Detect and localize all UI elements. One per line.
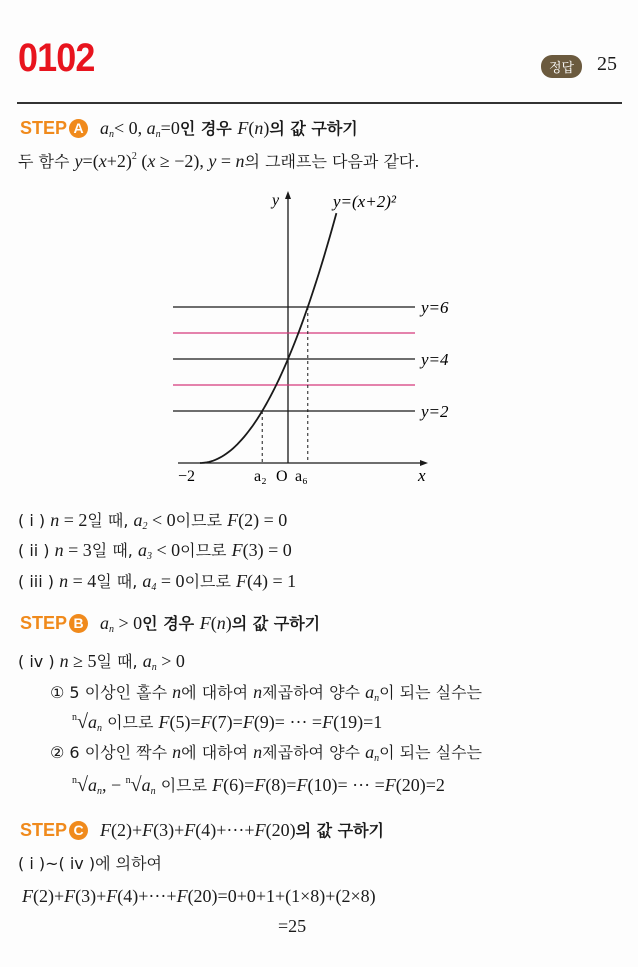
text-segment: (2)+ (111, 820, 143, 840)
text-segment: = 4 (68, 571, 97, 591)
text-segment: a (100, 613, 110, 633)
text-segment: n (96, 786, 102, 797)
text-segment: < 0 (151, 540, 181, 560)
text-segment: n (235, 151, 245, 171)
text-segment: 제곱하여 양수 (262, 743, 366, 762)
text-segment: a (100, 118, 110, 138)
text-segment: 의 값 구하기 (295, 821, 384, 840)
text-segment: n (150, 786, 156, 797)
text-segment: a (137, 540, 147, 560)
text-segment: < 0, (114, 118, 147, 138)
level-line-label: y=6 (421, 298, 449, 317)
text-segment: F (64, 886, 76, 906)
subcase-1 (50, 680, 482, 704)
text-segment: 2 (142, 521, 148, 532)
text-segment: 에 대하여 (181, 743, 254, 762)
level-line-label: y=2 (421, 402, 449, 421)
text-segment: n (253, 742, 263, 762)
y-axis-label: y (272, 192, 280, 209)
text-segment: =( (82, 151, 99, 171)
text-segment: 이므로 (101, 713, 159, 732)
text-segment: a (141, 775, 151, 795)
text-segment: F (212, 775, 224, 795)
text-segment: (6)= (223, 775, 255, 795)
step-label (20, 613, 88, 633)
subcase-2 (50, 740, 482, 764)
text-segment: n (216, 613, 226, 633)
text-segment: a (365, 742, 375, 762)
text-segment: (4) = 1 (247, 571, 297, 591)
x-axis-label: x (418, 466, 426, 485)
text-segment: √ (77, 711, 88, 733)
text-segment: (4)+···+ (117, 886, 177, 906)
text-segment: a (365, 682, 375, 702)
text-segment: ② 6 이상인 짝수 (50, 743, 173, 762)
text-segment: F (142, 820, 154, 840)
text-segment: F (199, 613, 211, 633)
text-segment: n (59, 651, 69, 671)
text-segment: F (227, 510, 239, 530)
text-segment: n (253, 682, 263, 702)
curve-label: y=(x+2)² (333, 192, 396, 211)
text-segment: (2) = 0 (238, 510, 288, 530)
text-segment: n (374, 753, 380, 764)
x-tick-label: O (276, 468, 288, 485)
text-segment: 2 (131, 151, 137, 162)
text-segment: 이므로 (175, 511, 228, 530)
text-segment: n (254, 118, 264, 138)
text-segment: , − (101, 775, 126, 795)
answer-value: 25 (597, 53, 617, 75)
case-ii (18, 538, 292, 562)
text-segment: F (200, 712, 212, 732)
conclusion-intro (18, 851, 162, 874)
text-segment: > 0 (114, 613, 143, 633)
case-iv (18, 649, 185, 673)
text-segment: 이 되는 실수는 (379, 743, 482, 762)
text-segment: n (59, 571, 69, 591)
text-segment: F (100, 820, 112, 840)
text-segment: ( (136, 151, 148, 171)
step-label (20, 118, 88, 138)
text-segment: = 3 (63, 540, 92, 560)
text-segment: =25 (278, 916, 307, 936)
text-segment: 두 함수 (18, 152, 75, 171)
text-segment: F (296, 775, 308, 795)
text-segment: < 0 (147, 510, 176, 530)
text-segment: (3)+ (75, 886, 107, 906)
step-badge: C (69, 821, 88, 840)
step-b-heading (20, 611, 320, 635)
text-segment: 이므로 (184, 572, 237, 591)
text-segment: a (142, 651, 152, 671)
text-segment: 4 (151, 582, 157, 593)
text-segment: ① 5 이상인 홀수 (50, 683, 173, 702)
header-divider (17, 102, 622, 104)
step-text: STEP (20, 118, 68, 138)
text-segment: y (74, 151, 83, 171)
text-segment: (3) = 0 (242, 540, 292, 560)
text-segment: n (125, 775, 131, 786)
text-segment: 인 경우 (179, 119, 238, 138)
text-segment: +2) (106, 151, 132, 171)
text-segment: = (216, 151, 236, 171)
text-segment: n (54, 540, 64, 560)
text-segment: ( (248, 118, 255, 138)
text-segment: = 2 (59, 510, 88, 530)
text-segment: ( iv ) (18, 652, 60, 671)
text-segment: (20) (265, 820, 296, 840)
case-i (18, 508, 287, 532)
text-segment: n (109, 624, 115, 635)
text-segment: 일 때, (96, 652, 143, 671)
text-segment: 이 되는 실수는 (379, 683, 482, 702)
subcase-2-result (72, 773, 445, 797)
graph (0, 185, 638, 485)
text-segment: F (237, 118, 249, 138)
subcase-1-result (72, 710, 382, 734)
text-segment: 제곱하여 양수 (262, 683, 366, 702)
text-segment: 의 값 구하기 (269, 119, 358, 138)
text-segment: > 0 (156, 651, 185, 671)
text-segment: ( (210, 613, 217, 633)
text-segment: (9)= ··· = (253, 712, 323, 732)
text-segment: n (172, 742, 182, 762)
text-segment: (2)+ (33, 886, 65, 906)
text-segment: 3 (146, 551, 152, 562)
text-segment: ≥ 5 (68, 651, 97, 671)
text-segment: ) (263, 118, 270, 138)
text-segment: 이므로 (180, 541, 232, 560)
text-segment: F (254, 775, 266, 795)
text-segment: 이므로 (155, 776, 213, 795)
text-segment: F (231, 540, 243, 560)
text-segment: x (147, 151, 156, 171)
text-segment: (3)+ (153, 820, 185, 840)
text-segment: y (208, 151, 217, 171)
text-segment: n (109, 129, 115, 140)
step-a-heading (20, 116, 358, 140)
text-segment: (4)+···+ (195, 820, 255, 840)
text-segment: F (184, 820, 196, 840)
text-segment: a (87, 775, 97, 795)
text-segment: √ (130, 774, 142, 796)
text-segment: 일 때, (91, 541, 138, 560)
text-segment: F (322, 712, 334, 732)
intro-text (18, 149, 419, 172)
step-badge: B (69, 614, 88, 633)
text-segment: F (158, 712, 170, 732)
text-segment: n (72, 712, 77, 723)
text-segment: ( i )~( iv )에 의하여 (18, 854, 162, 873)
text-segment: ≥ −2), (155, 151, 209, 171)
x-tick-label: a₆ (295, 468, 308, 485)
step-label (20, 820, 88, 840)
sum-result (278, 916, 306, 937)
text-segment: (7)= (211, 712, 243, 732)
text-segment: ( i ) (18, 511, 51, 530)
text-segment: (10)= ··· = (307, 775, 385, 795)
text-segment: a (133, 510, 143, 530)
text-segment: (8)= (265, 775, 297, 795)
text-segment: F (236, 571, 248, 591)
text-segment: 에 대하여 (181, 683, 254, 702)
text-segment: = 0 (156, 571, 185, 591)
text-segment: =0 (160, 118, 180, 138)
text-segment: F (176, 886, 188, 906)
text-segment: (20)=0+0+1+(1×8)+(2×8) (187, 886, 376, 906)
text-segment: x (98, 151, 107, 171)
text-segment: a (146, 118, 156, 138)
sum-equation (22, 886, 376, 907)
text-segment: F (242, 712, 254, 732)
text-segment: ( ii ) (18, 541, 55, 560)
text-segment: n (151, 662, 157, 673)
curve (200, 213, 336, 463)
text-segment: 의 그래프는 다음과 같다. (244, 152, 420, 171)
text-segment: F (22, 886, 33, 906)
text-segment: F (384, 775, 396, 795)
text-segment: F (106, 886, 118, 906)
text-segment: a (87, 712, 97, 732)
text-segment: (20)=2 (395, 775, 445, 795)
step-text: STEP (20, 613, 68, 633)
step-badge: A (69, 119, 88, 138)
text-segment: ) (225, 613, 232, 633)
text-segment: n (172, 682, 182, 702)
text-segment: 일 때, (96, 572, 143, 591)
x-tick-label: −2 (178, 468, 196, 485)
text-segment: √ (77, 774, 88, 796)
x-tick-label: a₂ (254, 468, 267, 485)
text-segment: n (72, 775, 77, 786)
text-segment: n (155, 129, 161, 140)
case-iii (18, 569, 296, 593)
text-segment: a (142, 571, 152, 591)
text-segment: n (374, 693, 380, 704)
y-axis-arrow-icon (285, 191, 291, 199)
text-segment: n (96, 723, 102, 734)
problem-number: 0102 (18, 36, 95, 80)
answer-badge: 정답 (541, 55, 582, 78)
step-text: STEP (20, 820, 68, 840)
step-c-heading (20, 818, 384, 841)
text-segment: 인 경우 (142, 614, 200, 633)
text-segment: 의 값 구하기 (231, 614, 321, 633)
text-segment: (19)=1 (333, 712, 383, 732)
text-segment: n (50, 510, 60, 530)
text-segment: F (254, 820, 266, 840)
text-segment: (5)= (169, 712, 201, 732)
text-segment: 일 때, (87, 511, 134, 530)
level-line-label: y=4 (421, 350, 449, 369)
text-segment: ( iii ) (18, 572, 60, 591)
